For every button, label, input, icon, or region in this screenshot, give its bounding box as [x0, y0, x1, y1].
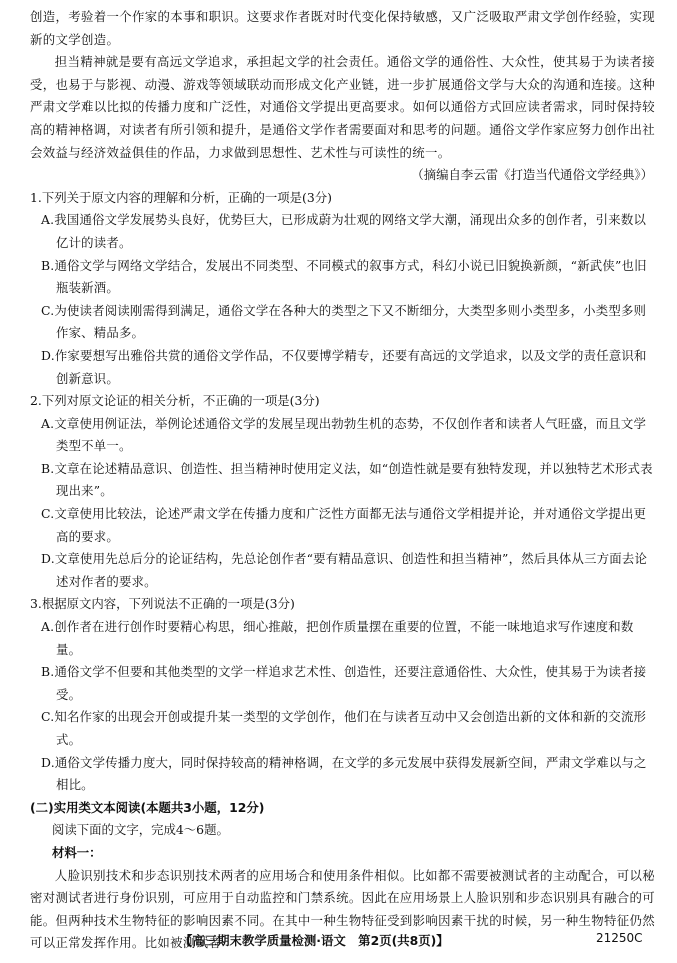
question-3	[30, 593, 655, 796]
intro-paragraph-2: 担当精神就是要有高远文学追求，承担起文学的社会责任。通俗文学的通俗性、大众性，使其易于为读者接受，也易于与影视、动漫、游戏等领域联动而形成文化产业链，进一步扩展通俗文学与大众的沟通和连接。这种严肃文学难以比拟的传播力度和广泛性，对通俗文学提出更高要求。如何以通俗方式回应读者需求，同时保持较高的精神格调，对读者有所引领和提升，是通俗文学作者需要面对和思考的问题。通俗文学作家应努力创作出社会效益与经济效益俱佳的作品，力求做到思想性、艺术性与可读性的统一。	[30, 54, 655, 160]
material-label: 材料一：	[52, 844, 102, 860]
option-d: D.文章使用先总后分的论证结构，先总论创作者“要有精品意识、创造性和担当精神”，然后具体从三方面去论述对作者的要求。	[41, 551, 648, 589]
option-c: C.文章使用比较法，论述严肃文学在传播力度和广泛性方面都无法与通俗文学相提并论，并对通俗文学提出更高的要求。	[41, 506, 647, 544]
option-a: A.创作者在进行创作时要精心构思，细心推敲，把创作质量摆在重要的位置，不能一味地追求写作速度和数量。	[41, 619, 634, 657]
footer-title: 【高三期末教学质量检测·语文 第2页(共8页)】	[180, 933, 449, 948]
question-stem: 1.下列关于原文内容的理解和分析，正确的一项是(3分)	[30, 189, 332, 205]
option-b: B.通俗文学与网络文学结合，发展出不同类型、不同模式的叙事方式，科幻小说已旧貌换新颜，“新武侠”也旧瓶装新酒。	[41, 257, 647, 296]
question-stem: 2.下列对原文论证的相关分析，不正确的一项是(3分)	[30, 393, 320, 409]
question-2	[30, 390, 655, 593]
exam-page	[30, 6, 655, 955]
option-d: D.作家要想写出雅俗共赏的通俗文学作品，不仅要博学精专，还要有高远的文学追求，以及文学的责任意识和创新意识。	[41, 347, 647, 386]
section-instruction: 阅读下面的文字，完成4～6题。	[52, 822, 229, 838]
page-footer	[0, 931, 677, 953]
section-heading: (二)实用类文本阅读(本题共3小题，12分)	[30, 799, 265, 815]
question-stem: 3.根据原文内容，下列说法不正确的一项是(3分)	[30, 596, 295, 612]
footer-code: 21250C	[596, 931, 643, 945]
option-a: A.我国通俗文学发展势头良好，优势巨大，已形成蔚为壮观的网络文学大潮，涌现出众多的创作者，引来数以亿计的读者。	[41, 212, 647, 250]
option-b: B.文章在论述精品意识、创造性、担当精神时使用定义法，如“创造性就是要有独特发现，并以独特艺术形式表现出来”。	[41, 460, 653, 499]
option-d: D.通俗文学传播力度大，同时保持较高的精神格调，在文学的多元发展中获得发展新空间，严肃文学难以与之相比。	[41, 754, 647, 793]
option-c: C.知名作家的出现会开创或提升某一类型的文学创作，他们在与读者互动中又会创造出新的文体和新的交流形式。	[41, 709, 647, 747]
option-c: C.为使读者阅读刚需得到满足，通俗文学在各种大的类型之下又不断细分，大类型多则小类型多，小类型多则作家、精品多。	[41, 302, 647, 341]
option-b: B.通俗文学不但要和其他类型的文学一样追求艺术性、创造性，还要注意通俗性、大众性，使其易于为读者接受。	[41, 664, 647, 702]
source-citation: （摘编自李云雷《打造当代通俗文学经典》）	[411, 167, 653, 183]
option-a: A.文章使用例证法，举例论述通俗文学的发展呈现出勃勃生机的态势，不仅创作者和读者人气旺盛，而且文学类型不单一。	[41, 415, 647, 454]
question-1	[30, 187, 655, 390]
intro-paragraph-1: 创造，考验着一个作家的本事和职识。这要求作者既对时代变化保持敏感，又广泛吸取严肃文学创作经验，实现新的文学创造。	[30, 9, 655, 47]
material-text: 人脸识别技术和步态识别技术两者的应用场合和使用条件相似。比如都不需要被测试者的主动配合，可以秘密对测试者进行身份识别，可应用于自动监控和门禁系统。因此在应用场景上人脸识别和步态识别具有融合的可能。但两种技术生物特征的影响因素不同。在其中一种生物特征受到影响因素干扰的时候，另一种生物特征仍然可以正常发挥作用。比如被测试者	[30, 867, 655, 951]
